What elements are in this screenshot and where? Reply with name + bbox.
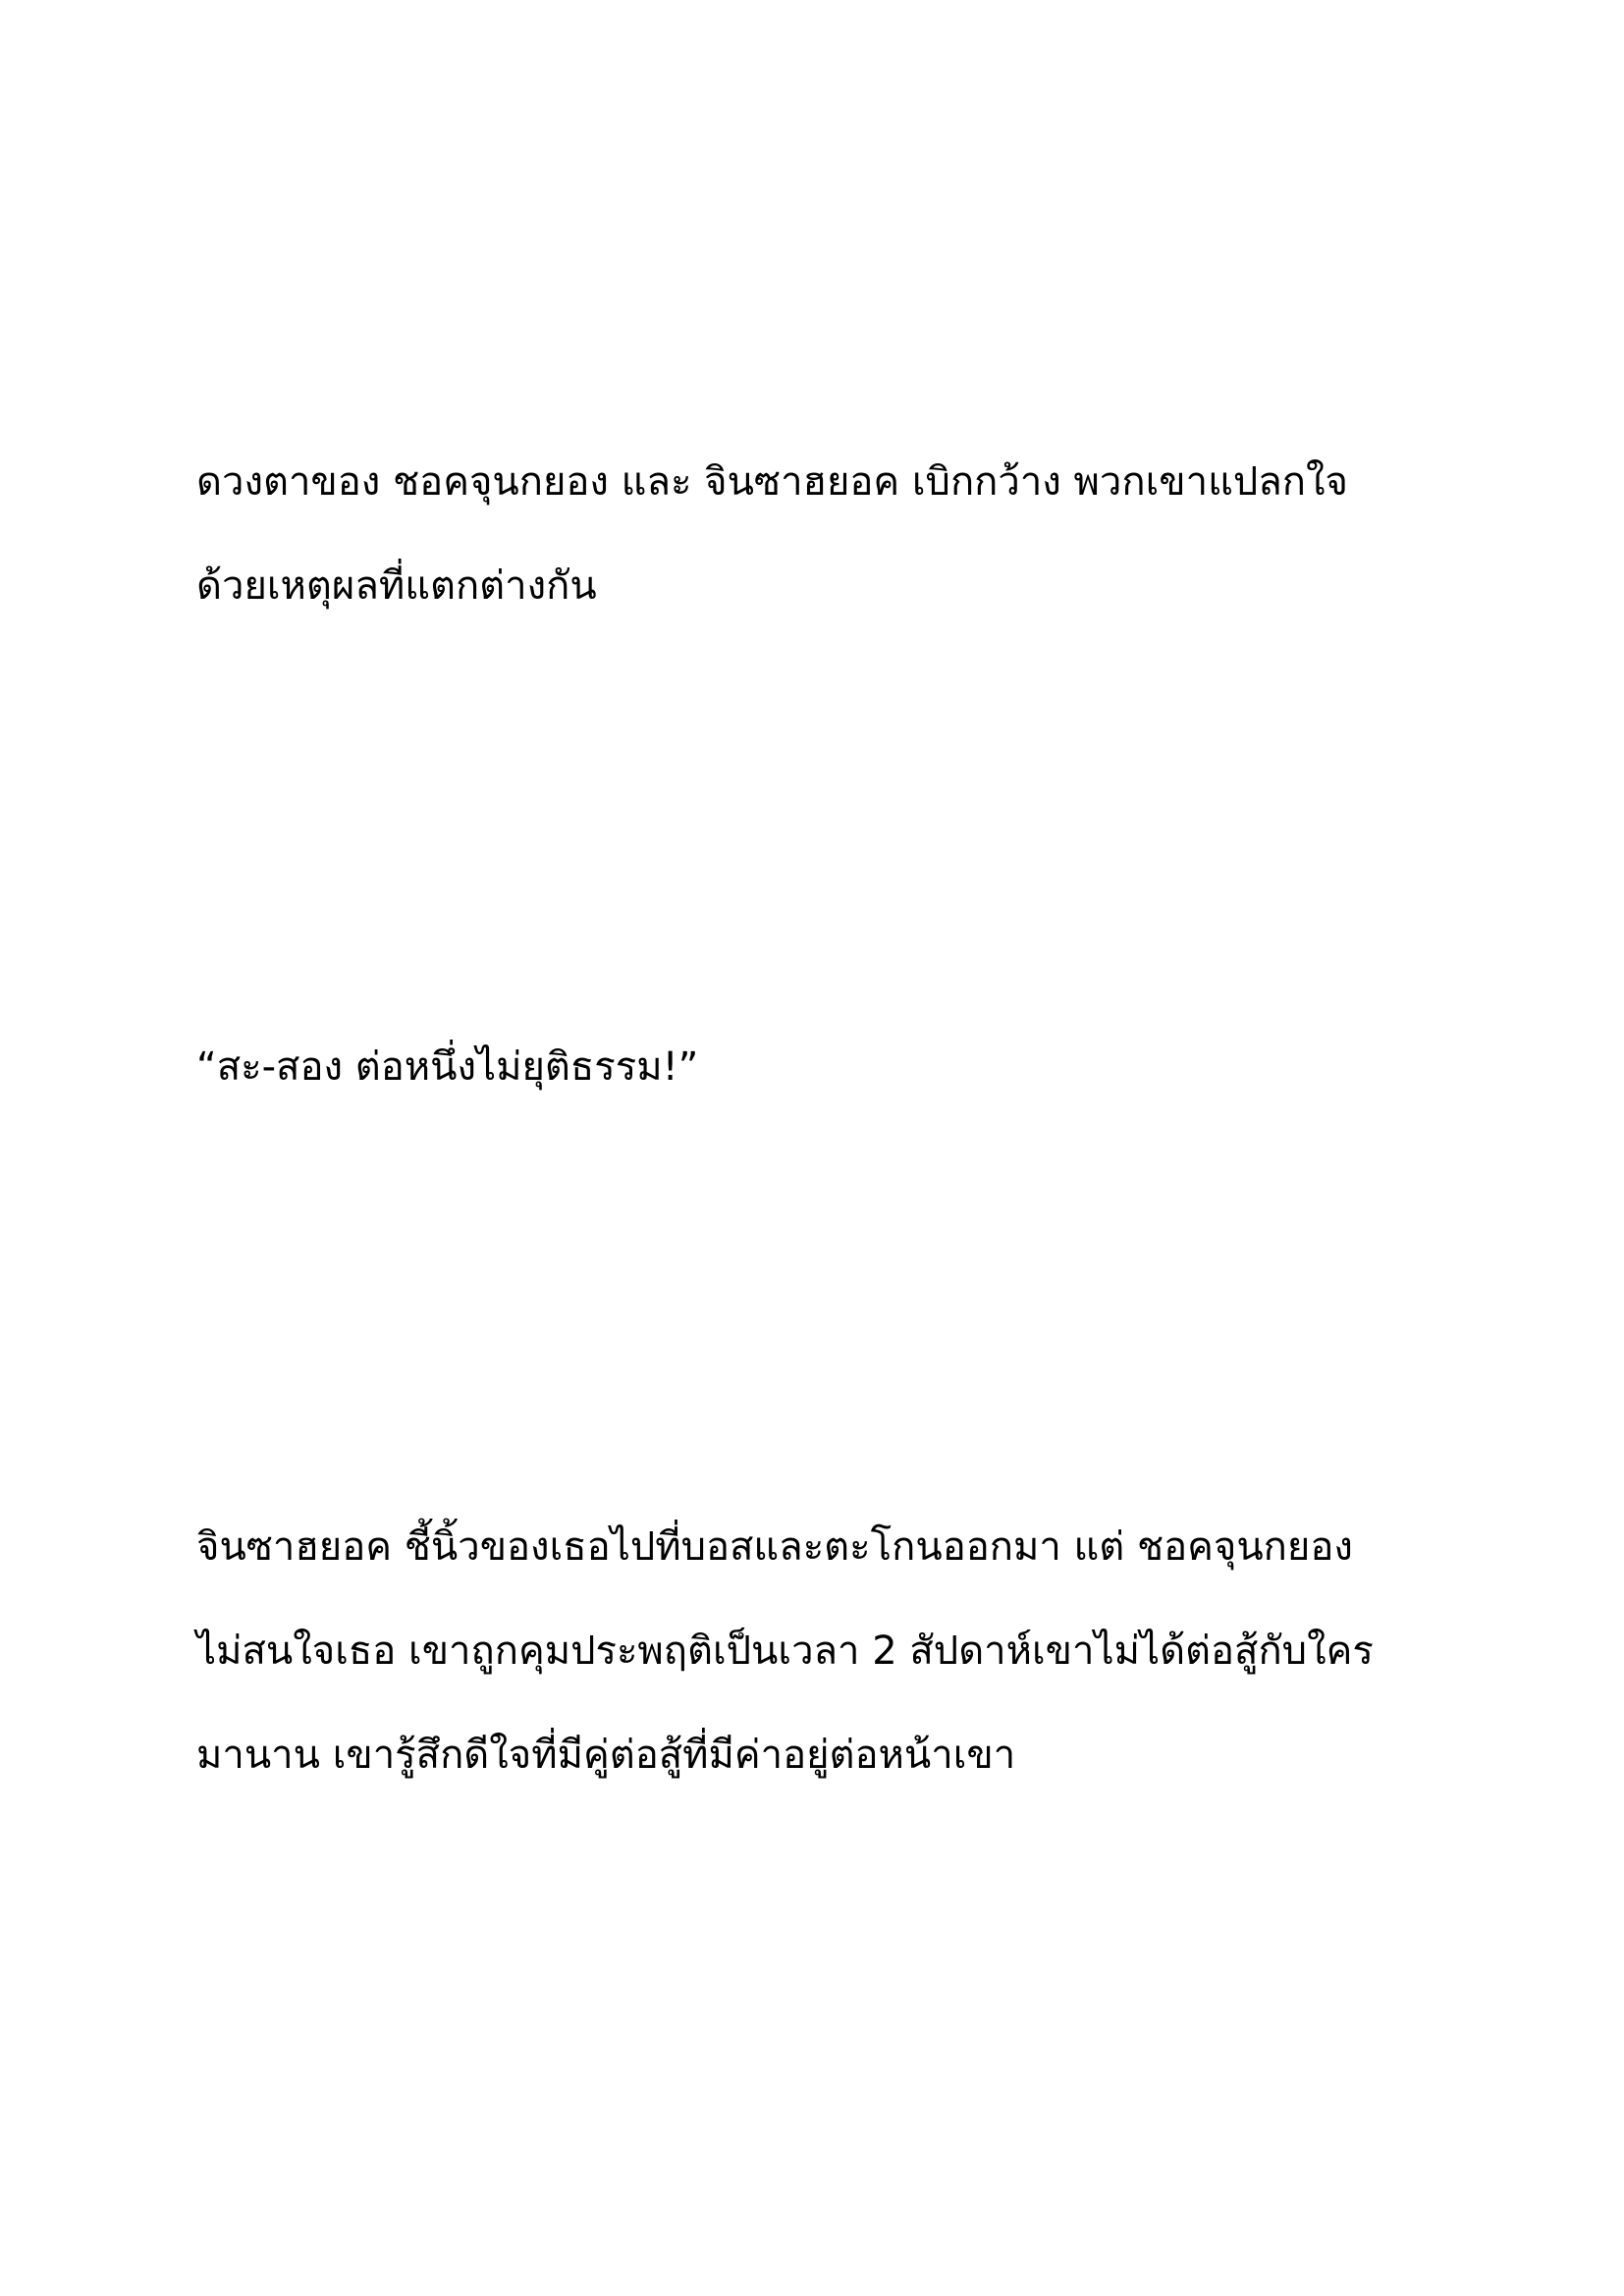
paragraph-line: จินซาฮยอค ชี้นิ้วของเธอไปที่บอสและตะโกนออกมา แต่ ชอคจุนกยอง xyxy=(196,1524,1353,1570)
paragraph-line: “สะ-สอง ต่อหนึ่งไม่ยุติธรรม!” xyxy=(196,1044,699,1090)
paragraph-line: มานาน เขารู้สึกดีใจที่มีคู่ต่อสู้ที่มีค่าอยู่ต่อหน้าเขา xyxy=(196,1733,1016,1778)
paragraph-line: ไม่สนใจเธอ เขาถูกคุมประพฤติเป็นเวลา 2 สัปดาห์เขาไม่ได้ต่อสู้กับใคร xyxy=(196,1629,1374,1674)
paragraph-1 xyxy=(196,430,1443,638)
paragraph-3 xyxy=(196,1495,1443,1807)
paragraph-line: ดวงตาของ ชอคจุนกยอง และ จินซาฮยอค เบิกกว้าง พวกเขาแปลกใจ xyxy=(196,459,1348,505)
paragraph-2 xyxy=(196,1015,1443,1119)
paragraph-line: ด้วยเหตุผลที่แตกต่างกัน xyxy=(196,563,597,609)
